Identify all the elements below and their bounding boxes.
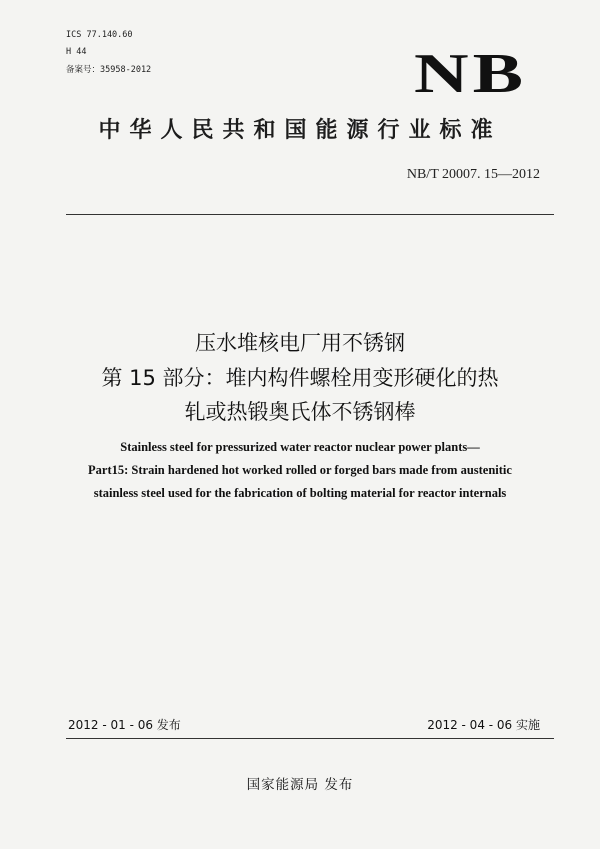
english-title-line-1: Stainless steel for pressurized water reactor nuclear power plants—	[120, 440, 480, 454]
organization-title: 中华人民共和国能源行业标准	[98, 118, 502, 143]
english-title-line-3: stainless steel used for the fabrication of bolting material for reactor internals	[93, 486, 507, 500]
nb-logo: NB	[414, 43, 528, 105]
chinese-title-line-2: 第 15 部分：堆内构件螺栓用变形硬化的热	[101, 366, 499, 390]
bottom-divider	[66, 738, 554, 739]
chinese-title-line-3: 轧或热锻奥氏体不锈钢棒	[184, 400, 416, 424]
chinese-title-line-1: 压水堆核电厂用不锈钢	[195, 331, 405, 355]
ics-code: ICS 77.140.60	[66, 30, 133, 40]
publisher: 国家能源局 发布	[246, 777, 354, 793]
top-divider	[66, 214, 554, 215]
standard-number: NB/T 20007. 15—2012	[406, 167, 540, 182]
implementation-date: 2012 - 04 - 06 实施	[427, 718, 540, 732]
issue-date: 2012 - 01 - 06 发布	[68, 718, 181, 732]
english-title-line-2: Part15: Strain hardened hot worked rolled or forged bars made from austenitic	[88, 463, 512, 477]
record-number: 备案号：35958-2012	[66, 65, 152, 75]
classification-code: H 44	[66, 47, 87, 57]
